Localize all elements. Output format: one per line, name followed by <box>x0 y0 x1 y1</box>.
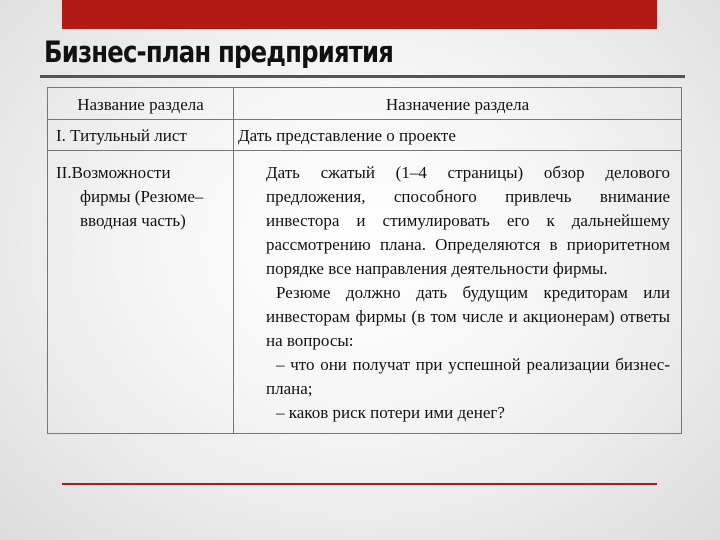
section-purpose-title-page: Дать представление о проекте <box>234 120 682 151</box>
column-header-section-purpose: Назначение раздела <box>234 88 682 120</box>
purpose-paragraph: Дать сжатый (1–4 страницы) обзор делового предложения, способного привлечь внимание инвестора и стимулировать его к дальнейшему рассмотрению плана. Определяются в приоритетном порядке все направления деятельности фирмы. <box>266 163 670 278</box>
bottom-accent-rule <box>62 483 657 485</box>
top-accent-bar <box>62 0 657 29</box>
purpose-paragraph: – каков риск потери ими денег? <box>276 403 505 422</box>
business-plan-table <box>47 87 682 434</box>
table-header-row <box>48 88 682 120</box>
table-row <box>48 151 682 434</box>
section-name-title-page: I. Титульный лист <box>48 120 234 151</box>
section-purpose-summary <box>234 151 682 434</box>
column-header-section-name: Название раздела <box>48 88 234 120</box>
table-row <box>48 120 682 151</box>
section-name-line: вводная часть) <box>80 211 186 230</box>
section-name-line: II.Возможности <box>56 163 171 182</box>
purpose-paragraph: – что они получат при успешной реализации бизнес-плана; <box>266 355 670 398</box>
purpose-paragraph: Резюме должно дать будущим кредиторам или инвесторам фирмы (в том числе и акционерам) ответы на вопросы: <box>266 283 670 350</box>
title-underline <box>40 75 685 78</box>
section-name-line: фирмы (Резюме– <box>80 187 204 206</box>
slide-title: Бизнес-план предприятия <box>44 35 394 69</box>
section-name-summary <box>48 151 234 434</box>
